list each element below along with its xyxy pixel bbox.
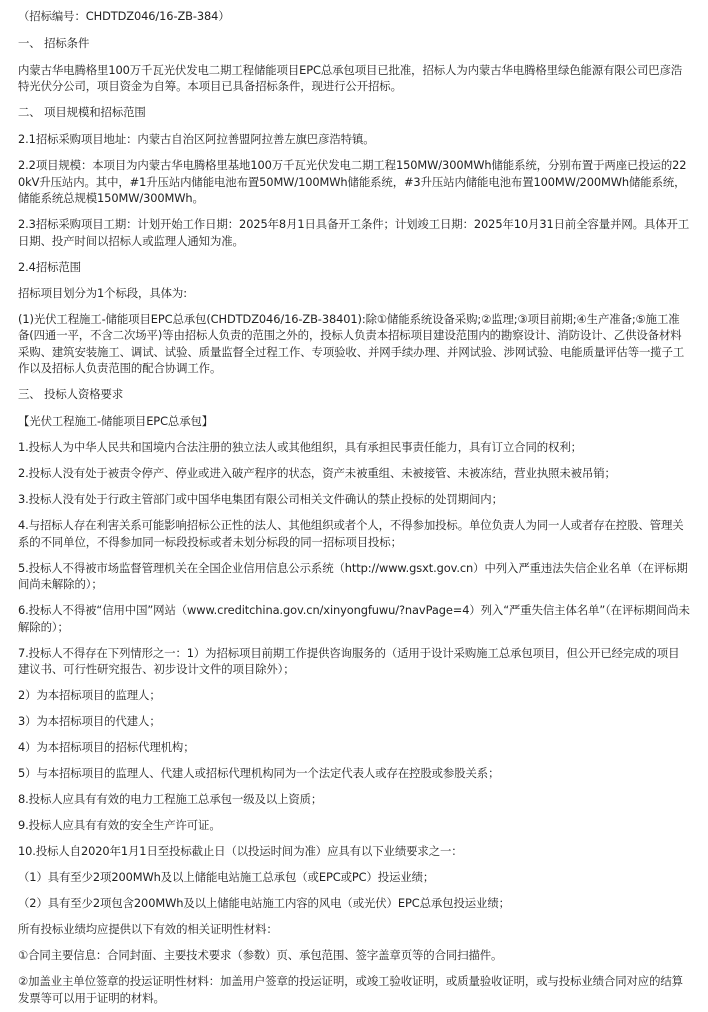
- proof-material-2: ②加盖业主单位签章的投运证明性材料：加盖用户签章的投运证明，或竣工验收证明，或质量验收证明，或与投标业绩合同对应的结算发票等可以用于证明的材料。: [18, 974, 683, 1005]
- qualification-7-item-2: 2）为本招标项目的监理人；: [18, 688, 161, 702]
- qualification-7-item-4: 4）为本招标项目的招标代理机构；: [18, 740, 195, 754]
- qualification-8: 8.投标人应具有有效的电力工程施工总承包一级及以上资质；: [18, 792, 323, 806]
- performance-requirement-2: （2）具有至少2项包含200MWh及以上储能电站施工内容的风电（或光伏）EPC总承包投运业绩；: [18, 896, 510, 910]
- tender-scope-heading: 2.4招标范围: [18, 259, 81, 274]
- tender-number: （招标编号：CHDTDZ046/16-ZB-384）: [18, 9, 230, 23]
- qualification-7-item-3: 3）为本招标项目的代建人；: [18, 714, 161, 728]
- proof-material-1: ①合同主要信息：合同封面、主要技术要求（参数）页、承包范围、签字盖章页等的合同扫描件。: [18, 948, 503, 962]
- qualification-6: 6.投标人不得被“信用中国”网站（www.creditchina.gov.cn/xinyongfuwu/?navPage=4）列入“严重失信主体名单”（在评标期间尚未解除的）；: [18, 603, 690, 634]
- lot-division: 招标项目划分为1个标段，具体为:: [18, 285, 187, 300]
- project-address: 2.1招标采购项目地址：内蒙古自治区阿拉善盟阿拉善左旗巴彦浩特镇。: [18, 132, 375, 146]
- package-title: 【光伏工程施工-储能项目EPC总承包】: [18, 414, 214, 428]
- qualification-7-item-5: 5）与本招标项目的监理人、代建人或招标代理机构同为一个法定代表人或存在控股或参股关系；: [18, 766, 500, 780]
- project-scale: 2.2项目规模：本项目为内蒙古华电腾格里基地100万千瓦光伏发电二期工程150MW/300MWh储能系统，分别布置于两座已投运的220kV升压站内。其中，#1升压站内储能电池布置50MW/100MWh储能系统，#3升压站内储能电池布置100MW/200MWh储能系统，储能系统总规模150MW/300MWh。: [18, 158, 687, 205]
- qualification-10: 10.投标人自2020年1月1日至投标截止日（以投运时间为准）应具有以下业绩要求之一：: [18, 844, 463, 858]
- qualification-1: 1.投标人为中华人民共和国境内合法注册的独立法人或其他组织，具有承担民事责任能力，具有订立合同的权利；: [18, 440, 582, 454]
- section-2-title: 二、 项目规模和招标范围: [18, 105, 146, 119]
- project-schedule: 2.3招标采购项目工期：计划开始工作日期：2025年8月1日具备开工条件；计划竣工日期：2025年10月31日前全容量并网。具体开工日期、投产时间以招标人或监理人通知为准。: [18, 217, 690, 248]
- qualification-4: 4.与招标人存在利害关系可能影响招标公正性的法人、其他组织或者个人，不得参加投标。单位负责人为同一人或者存在控股、管理关系的不同单位，不得参加同一标段投标或者未划分标段的同一招标项目投标；: [18, 518, 684, 549]
- section-3-title: 三、 投标人资格要求: [18, 387, 124, 401]
- qualification-5: 5.投标人不得被市场监督管理机关在全国企业信用信息公示系统（http://www.gsxt.gov.cn）中列入严重违法失信企业名单（在评标期间尚未解除的）；: [18, 560, 688, 591]
- section-1-title: 一、 招标条件: [18, 35, 90, 50]
- qualification-2: 2.投标人没有处于被责令停产、停业或进入破产程序的状态，资产未被重组、未被接管、未被冻结，营业执照未被吊销；: [18, 466, 616, 480]
- qualification-3: 3.投标人没有处于行政主管部门或中国华电集团有限公司相关文件确认的禁止投标的处罚期间内；: [18, 492, 503, 506]
- qualification-7: 7.投标人不得存在下列情形之一：1）为招标项目前期工作提供咨询服务的（适用于设计采购施工总承包项目，但公开已经完成的项目建议书、可行性研究报告、初步设计文件的项目除外）；: [18, 645, 680, 676]
- performance-requirement-1: （1）具有至少2项200MWh及以上储能电站施工总承包（或EPC或PC）投运业绩；: [18, 870, 435, 884]
- lot-1-scope: (1)光伏工程施工-储能项目EPC总承包(CHDTDZ046/16-ZB-38401):除①储能系统设备采购;②监理;③项目前期;④生产准备;⑤施工准备(四通一平，不含二次场平)等由招标人负责的范围之外的，投标人负责本招标项目建设范围内的勘察设计、消防设计、乙供设备材料采购、建筑安装施工、调试、试验、质量监督全过程工作、专项验收、并网手续办理、并网试验、涉网试验、电能质量评估等一揽子工作以及招标人负责范围的配合协调工作。: [18, 311, 685, 375]
- proof-materials-title: 所有投标业绩均应提供以下有效的相关证明性材料：: [18, 922, 278, 936]
- section-1-body: 内蒙古华电腾格里100万千瓦光伏发电二期工程储能项目EPC总承包项目已批准，招标人为内蒙古华电腾格里绿色能源有限公司巴彦浩特光伏分公司，项目资金为自筹。本项目已具备招标条件，现进行公开招标。: [18, 62, 683, 93]
- qualification-9: 9.投标人应具有有效的安全生产许可证。: [18, 818, 221, 832]
